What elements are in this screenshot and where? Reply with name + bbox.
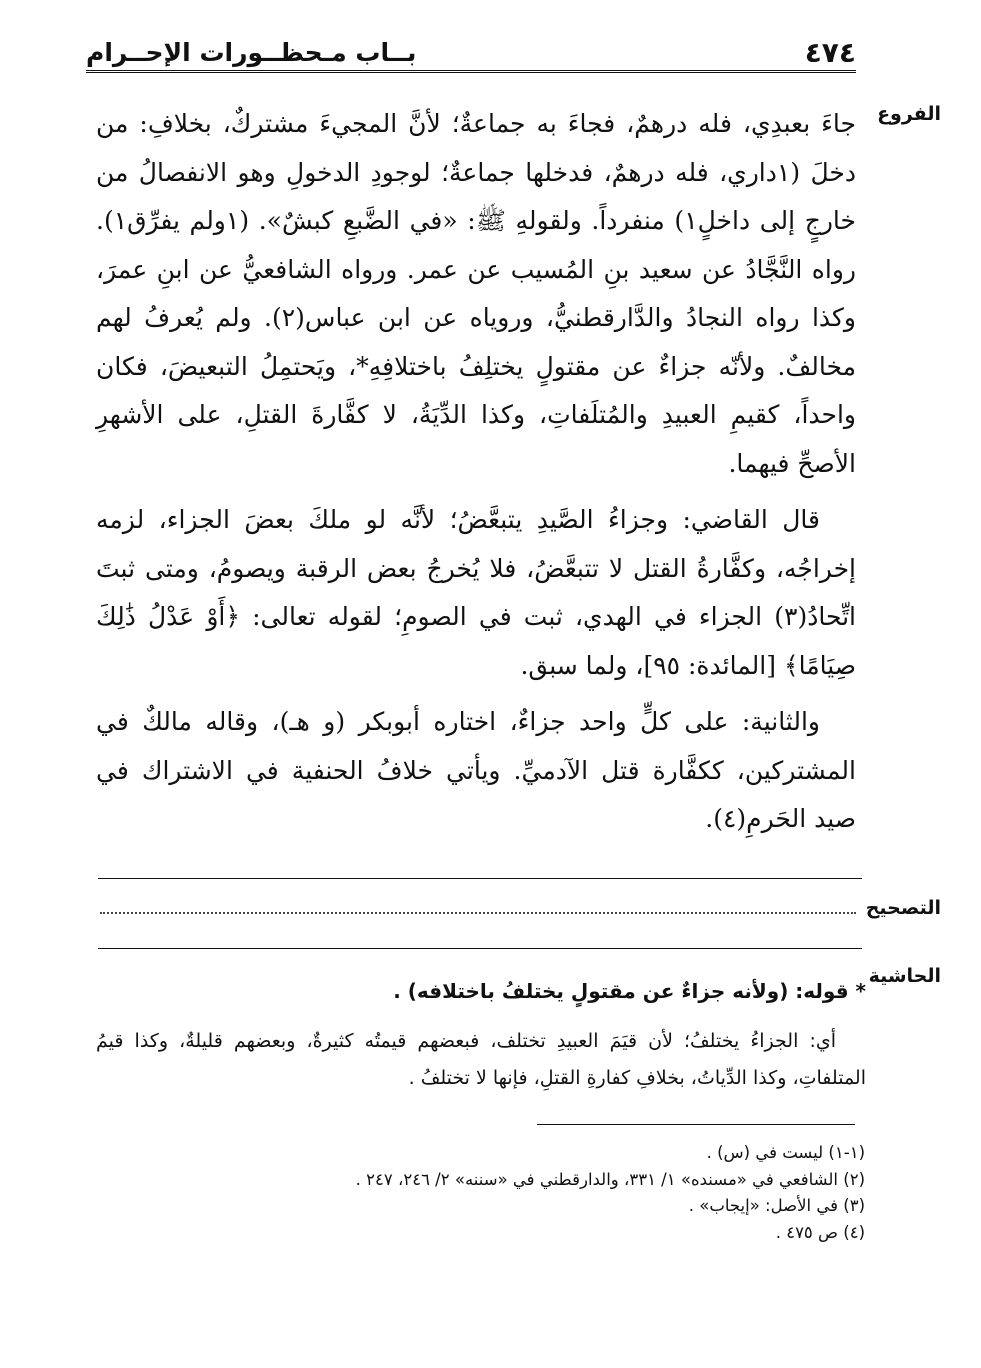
margin-label-tashih: التصحيح (865, 897, 941, 919)
correction-dotted-line (100, 912, 856, 914)
page-header (86, 34, 856, 73)
footnote-item: (١-١) ليست في (س) . (706, 1143, 865, 1162)
running-title: بــاب مـحظــورات الإحــرام (86, 38, 417, 67)
page-number: ٤٧٤ (804, 36, 856, 69)
footnote-item: (٢) الشافعي في «مسنده» ١/ ٣٣١، والدارقطني في «سننه» ٢/ ٢٤٦، ٢٤٧ . (355, 1169, 865, 1189)
main-paragraph-2: قال القاضي: وجزاءُ الصَّيدِ يتبعَّضُ؛ لأنَّه لو ملكَ بعضَ الجزاء، لزمه إخراجُه، وكفَّارةُ القتل لا تتبعَّضُ، فلا يُخرجُ بعض الرقبة ويصومُ، ومتى ثبتَ اتِّحادُ(٣) الجزاء في الهدي، ثبت في الصومِ؛ لقوله تعالى: ﴿أَوْ عَدْلُ ذَٰلِكَ صِيَامًا﴾ [المائدة: ٩٥]، ولما سبق. (96, 505, 856, 680)
footnote-rule (537, 1124, 855, 1125)
correction-top-rule (98, 878, 862, 879)
margin-label-furu: الفروع (877, 103, 941, 125)
hashiya-body: أي: الجزاءُ يختلفُ؛ لأن قيَمَ العبيدِ تختلف، فبعضهم قيمتُه كثيرةٌ، وبعضهم قليلةٌ، وكذا قيمُ المتلفاتِ، وكذا الدِّياتُ، بخلافِ كفارةِ القتلِ، فإنها لا تختلفُ . (96, 1030, 866, 1089)
footnote-item: (٤) ص ٤٧٥ . (775, 1222, 865, 1242)
main-text (96, 100, 856, 852)
main-paragraph-1: جاءَ بعبدِي، فله درهمٌ، فجاءَ به جماعةٌ؛ لأنَّ المجيءَ مشتركٌ، بخلافِ: من دخلَ (١داري، فله درهمٌ، فدخلها جماعةٌ؛ لوجودِ الدخولِ وهو الانفصالُ من خارجٍ إلى داخلٍ١) منفرداً. ولقولهِ ﷺ: «في الضَّبعِ كبشٌ». (١ولم يفرِّق١). رواه النَّجَّادُ عن سعيد بنِ المُسيب عن عمر. ورواه الشافعيُّ عن ابنِ عمرَ، وكذا رواه النجادُ والدَّارقطنيُّ، وروياه عن ابن عباس(٢). ولم يُعرفُ لهم مخالفٌ. ولأنّه جزاءٌ عن مقتولٍ يختلِفُ باختلافِهِ*، ويَحتمِلُ التبعيضَ، فكان واحداً، كقيمِ العبيدِ والمُتلَفاتِ، وكذا الدِّيَةُ، لا كفَّارةَ القتلِ، على الأشهرِ الأصحِّ فيهما. (96, 109, 857, 478)
hashiya-section (96, 975, 866, 1097)
margin-label-hashiya: الحاشية (868, 965, 941, 987)
correction-bottom-rule (98, 948, 862, 949)
main-paragraph-3: والثانية: على كلٍّ واحد جزاءٌ، اختاره أبوبكر (و هـ)، وقاله مالكٌ في المشتركين، ككفَّارة قتل الآدميِّ. ويأتي خلافُ الحنفية في الاشتراك في صيد الحَرمِ(٤). (96, 707, 856, 833)
footnotes (105, 1140, 865, 1246)
footnote-item: (٣) في الأصل: «إيجاب» . (688, 1196, 865, 1215)
hashiya-heading: * قوله: (ولأنه جزاءٌ عن مقتولٍ يختلفُ باختلافه) . (393, 979, 866, 1003)
